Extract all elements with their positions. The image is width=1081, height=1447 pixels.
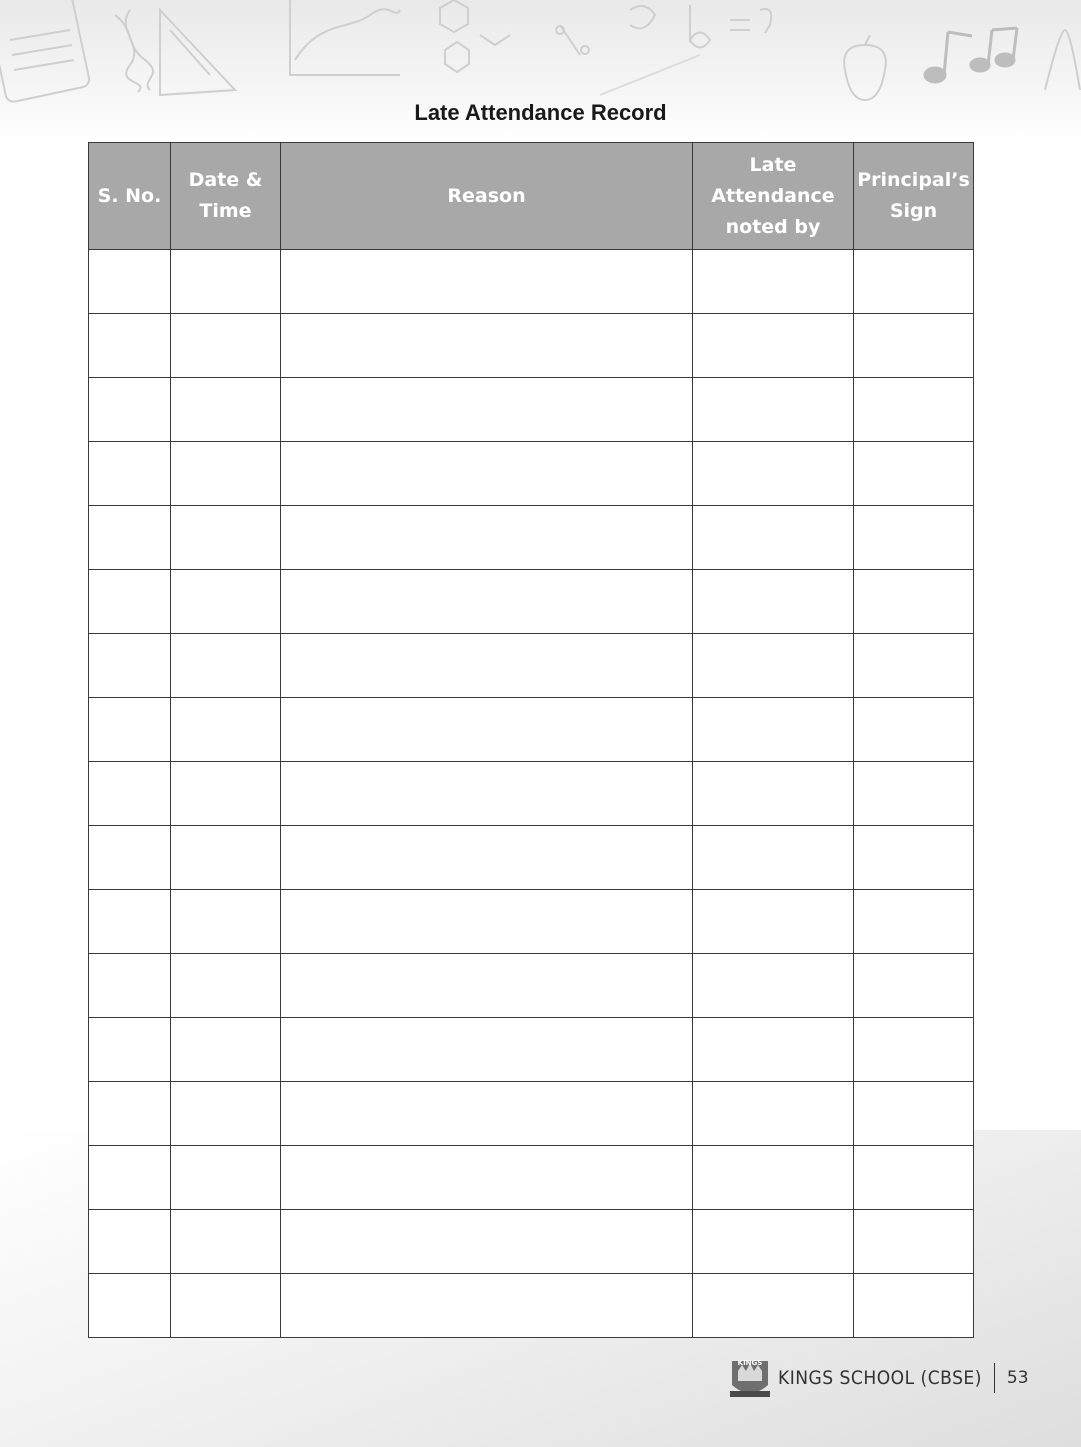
cell-serial-number[interactable] — [89, 570, 171, 634]
cell-reason[interactable] — [281, 634, 693, 698]
cell-date-time[interactable] — [171, 314, 281, 378]
table-row — [89, 954, 974, 1018]
cell-serial-number[interactable] — [89, 314, 171, 378]
cell-noted-by[interactable] — [693, 698, 854, 762]
table-row — [89, 1210, 974, 1274]
table-row — [89, 1274, 974, 1338]
pen-nib-icon — [1045, 30, 1080, 90]
table-row — [89, 442, 974, 506]
page-number: 53 — [1006, 1368, 1029, 1388]
cell-date-time[interactable] — [171, 1146, 281, 1210]
table-row — [89, 314, 974, 378]
column-header-reason: Reason — [281, 143, 693, 250]
table-row — [89, 634, 974, 698]
cell-reason[interactable] — [281, 314, 693, 378]
cell-reason[interactable] — [281, 250, 693, 314]
cell-reason[interactable] — [281, 826, 693, 890]
cell-reason[interactable] — [281, 1082, 693, 1146]
cell-noted-by[interactable] — [693, 1018, 854, 1082]
cell-noted-by[interactable] — [693, 1082, 854, 1146]
cell-principal-sign[interactable] — [854, 762, 974, 826]
cell-principal-sign[interactable] — [854, 1210, 974, 1274]
cell-principal-sign[interactable] — [854, 378, 974, 442]
cell-date-time[interactable] — [171, 570, 281, 634]
cell-serial-number[interactable] — [89, 826, 171, 890]
cell-serial-number[interactable] — [89, 250, 171, 314]
cell-date-time[interactable] — [171, 250, 281, 314]
cell-serial-number[interactable] — [89, 762, 171, 826]
column-header-noted-by: Late Attendance noted by — [693, 143, 854, 250]
table-row — [89, 698, 974, 762]
chemistry-formula-icon — [440, 0, 510, 72]
cell-serial-number[interactable] — [89, 378, 171, 442]
cell-noted-by[interactable] — [693, 762, 854, 826]
cell-serial-number[interactable] — [89, 954, 171, 1018]
cell-reason[interactable] — [281, 570, 693, 634]
cell-date-time[interactable] — [171, 1018, 281, 1082]
table-row — [89, 378, 974, 442]
cell-noted-by[interactable] — [693, 826, 854, 890]
cell-principal-sign[interactable] — [854, 698, 974, 762]
table-row — [89, 250, 974, 314]
cell-serial-number[interactable] — [89, 1018, 171, 1082]
cell-reason[interactable] — [281, 1210, 693, 1274]
cell-noted-by[interactable] — [693, 1146, 854, 1210]
cell-reason[interactable] — [281, 378, 693, 442]
calculator-icon — [0, 0, 91, 103]
cell-serial-number[interactable] — [89, 1146, 171, 1210]
cell-principal-sign[interactable] — [854, 442, 974, 506]
table-row — [89, 1082, 974, 1146]
protractor-icon — [160, 10, 235, 95]
cell-serial-number[interactable] — [89, 1274, 171, 1338]
table-row — [89, 1146, 974, 1210]
cell-noted-by[interactable] — [693, 442, 854, 506]
table-row — [89, 506, 974, 570]
column-header-serial-number: S. No. — [89, 143, 171, 250]
cell-date-time[interactable] — [171, 442, 281, 506]
dna-icon — [115, 10, 153, 92]
cell-reason[interactable] — [281, 1274, 693, 1338]
apple-icon — [844, 35, 886, 100]
table-row — [89, 762, 974, 826]
cell-principal-sign[interactable] — [854, 634, 974, 698]
school-logo — [728, 1355, 772, 1401]
cell-serial-number[interactable] — [89, 698, 171, 762]
cell-reason[interactable] — [281, 890, 693, 954]
cell-principal-sign[interactable] — [854, 250, 974, 314]
late-attendance-table — [88, 142, 974, 1338]
table-row — [89, 1018, 974, 1082]
cell-serial-number[interactable] — [89, 1210, 171, 1274]
table-row — [89, 826, 974, 890]
cell-serial-number[interactable] — [89, 890, 171, 954]
cell-reason[interactable] — [281, 762, 693, 826]
cell-principal-sign[interactable] — [854, 1018, 974, 1082]
cell-noted-by[interactable] — [693, 954, 854, 1018]
cell-reason[interactable] — [281, 954, 693, 1018]
cell-date-time[interactable] — [171, 378, 281, 442]
page-title: Late Attendance Record — [414, 100, 667, 125]
cell-reason[interactable] — [281, 698, 693, 762]
cell-noted-by[interactable] — [693, 890, 854, 954]
cell-date-time[interactable] — [171, 634, 281, 698]
cell-date-time[interactable] — [171, 1210, 281, 1274]
cell-noted-by[interactable] — [693, 1274, 854, 1338]
table-row — [89, 570, 974, 634]
cell-principal-sign[interactable] — [854, 506, 974, 570]
column-header-principal-sign: Principal’s Sign — [854, 143, 974, 250]
cell-noted-by[interactable] — [693, 634, 854, 698]
cell-serial-number[interactable] — [89, 634, 171, 698]
cell-principal-sign[interactable] — [854, 1082, 974, 1146]
cell-reason[interactable] — [281, 442, 693, 506]
cell-noted-by[interactable] — [693, 250, 854, 314]
footer-divider — [994, 1363, 995, 1393]
cell-noted-by[interactable] — [693, 378, 854, 442]
school-name: KINGS SCHOOL (CBSE) — [778, 1367, 982, 1389]
cell-principal-sign[interactable] — [854, 570, 974, 634]
page-footer — [728, 1355, 1029, 1401]
cell-principal-sign[interactable] — [854, 954, 974, 1018]
cell-date-time[interactable] — [171, 1274, 281, 1338]
graph-icon — [290, 0, 400, 75]
cell-serial-number[interactable] — [89, 1082, 171, 1146]
music-notes-icon — [925, 28, 1017, 82]
cell-reason[interactable] — [281, 506, 693, 570]
cell-noted-by[interactable] — [693, 314, 854, 378]
cell-principal-sign[interactable] — [854, 826, 974, 890]
cell-date-time[interactable] — [171, 698, 281, 762]
cell-noted-by[interactable] — [693, 570, 854, 634]
cell-date-time[interactable] — [171, 506, 281, 570]
cell-noted-by[interactable] — [693, 506, 854, 570]
cell-serial-number[interactable] — [89, 442, 171, 506]
math-formula-icon — [556, 5, 771, 55]
table-header-row — [89, 143, 974, 250]
cell-noted-by[interactable] — [693, 1210, 854, 1274]
cell-serial-number[interactable] — [89, 506, 171, 570]
cell-principal-sign[interactable] — [854, 314, 974, 378]
cell-date-time[interactable] — [171, 1082, 281, 1146]
cell-reason[interactable] — [281, 1018, 693, 1082]
cell-date-time[interactable] — [171, 890, 281, 954]
cell-date-time[interactable] — [171, 954, 281, 1018]
table-row — [89, 890, 974, 954]
cell-reason[interactable] — [281, 1146, 693, 1210]
cell-principal-sign[interactable] — [854, 890, 974, 954]
column-header-date-time: Date & Time — [171, 143, 281, 250]
logo-text: KINGS — [737, 1359, 763, 1367]
cell-date-time[interactable] — [171, 762, 281, 826]
cell-date-time[interactable] — [171, 826, 281, 890]
cell-principal-sign[interactable] — [854, 1146, 974, 1210]
cell-principal-sign[interactable] — [854, 1274, 974, 1338]
